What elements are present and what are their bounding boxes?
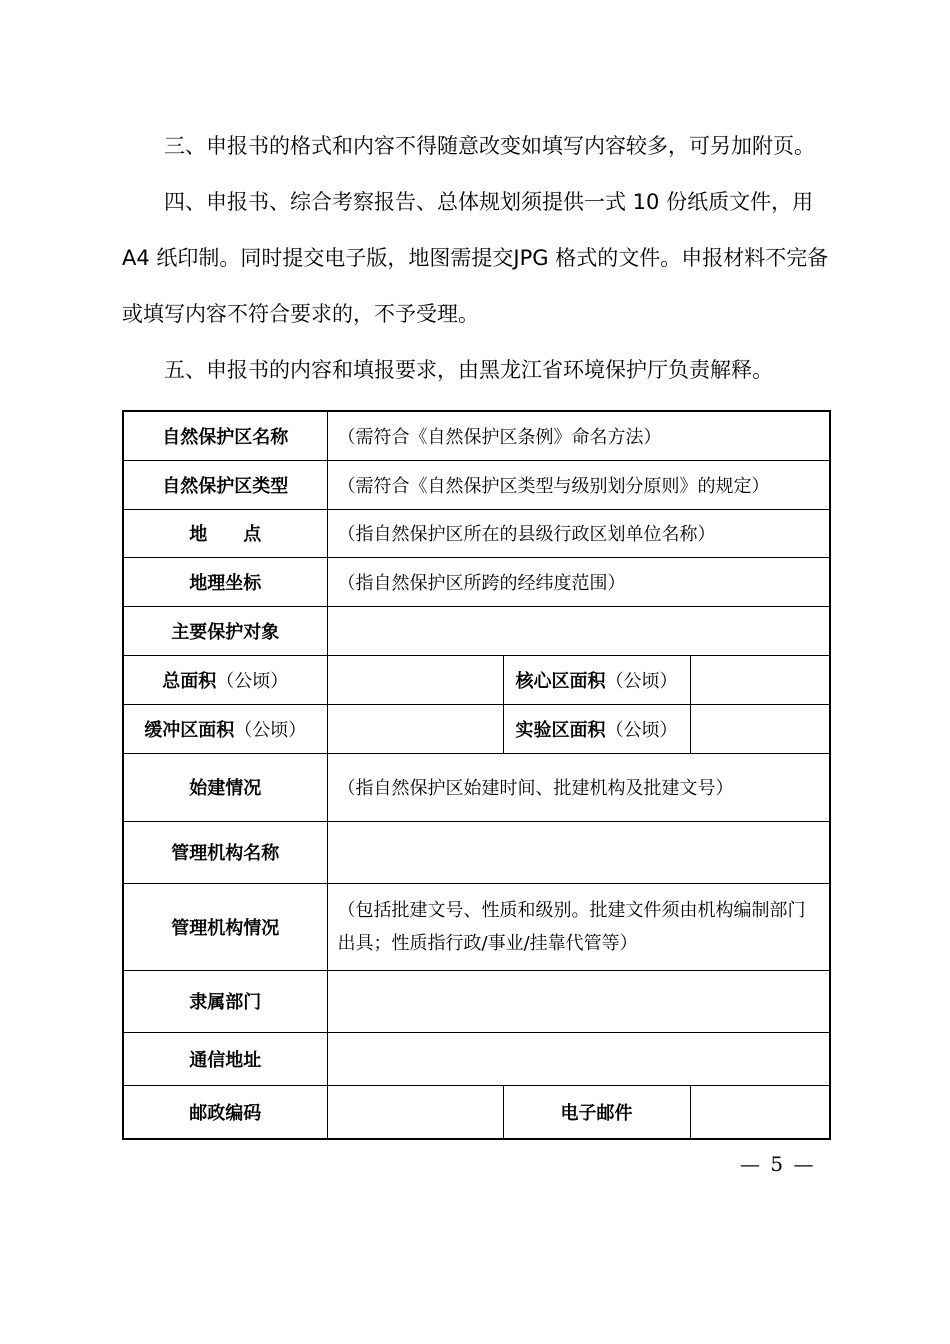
table-row (123, 970, 830, 1032)
table-row (123, 1085, 830, 1139)
paragraph-3: 三、申报书的格式和内容不得随意改变如填写内容较多，可另加附页。 (164, 134, 815, 158)
reserve-name-field[interactable]: （需符合《自然保护区条例》命名方法） (327, 411, 830, 460)
dept-field[interactable] (327, 970, 830, 1032)
mgmt-status-field[interactable]: （包括批建文号、性质和级别。批建文件须由机构编制部门出具；性质指行政/事业/挂靠代管等） (327, 883, 830, 970)
table-row (123, 704, 830, 753)
email-field[interactable] (690, 1085, 830, 1139)
table-row (123, 753, 830, 821)
buffer-area-field[interactable] (327, 704, 503, 753)
main-target-field[interactable] (327, 606, 830, 655)
total-area-field[interactable] (327, 655, 503, 704)
postcode-label: 邮政编码 (123, 1085, 327, 1139)
table-row (123, 460, 830, 509)
core-area-label (503, 655, 690, 704)
area-unit: （公顷） (605, 670, 678, 692)
core-area-field[interactable] (690, 655, 830, 704)
reserve-type-label: 自然保护区类型 (123, 460, 327, 509)
area-unit: （公顷） (605, 719, 678, 741)
coords-field[interactable]: （指自然保护区所跨的经纬度范围） (327, 557, 830, 606)
experiment-area-label (503, 704, 690, 753)
core-area-text: 核心区面积 (515, 670, 606, 692)
table-row (123, 883, 830, 970)
table-row (123, 821, 830, 883)
area-unit: （公顷） (234, 719, 307, 741)
paragraph-5: 五、申报书的内容和填报要求，由黑龙江省环境保护厅负责解释。 (164, 358, 773, 382)
mgmt-name-label: 管理机构名称 (123, 821, 327, 883)
founding-label: 始建情况 (123, 753, 327, 821)
location-label: 地 点 (123, 509, 327, 557)
experiment-area-text: 实验区面积 (515, 719, 606, 741)
mgmt-name-field[interactable] (327, 821, 830, 883)
buffer-area-text: 缓冲区面积 (144, 719, 235, 741)
page-number: — 5 — (740, 1152, 816, 1176)
reserve-type-field[interactable]: （需符合《自然保护区类型与级别划分原则》的规定） (327, 460, 830, 509)
table-row (123, 606, 830, 655)
address-label: 通信地址 (123, 1032, 327, 1085)
total-area-text: 总面积 (162, 670, 217, 692)
email-label: 电子邮件 (503, 1085, 690, 1139)
address-field[interactable] (327, 1032, 830, 1085)
founding-field[interactable]: （指自然保护区始建时间、批建机构及批建文号） (327, 753, 830, 821)
application-form-table (122, 410, 831, 1140)
table-row (123, 655, 830, 704)
coords-label: 地理坐标 (123, 557, 327, 606)
table-row (123, 557, 830, 606)
table-row (123, 509, 830, 557)
postcode-field[interactable] (327, 1085, 503, 1139)
table-row (123, 1032, 830, 1085)
reserve-name-label: 自然保护区名称 (123, 411, 327, 460)
table-row (123, 411, 830, 460)
experiment-area-field[interactable] (690, 704, 830, 753)
dept-label: 隶属部门 (123, 970, 327, 1032)
mgmt-status-label: 管理机构情况 (123, 883, 327, 970)
area-unit: （公顷） (216, 670, 289, 692)
buffer-area-label (123, 704, 327, 753)
paragraph-4: 四、申报书、综合考察报告、总体规划须提供一式 10 份纸质文件，用 A4 纸印制。同时提交电子版，地图需提交JPG 格式的文件。申报材料不完备或填写内容不符合要求的，不予受理。 (122, 190, 829, 326)
location-field[interactable]: （指自然保护区所在的县级行政区划单位名称） (327, 509, 830, 557)
total-area-label (123, 655, 327, 704)
main-target-label: 主要保护对象 (123, 606, 327, 655)
